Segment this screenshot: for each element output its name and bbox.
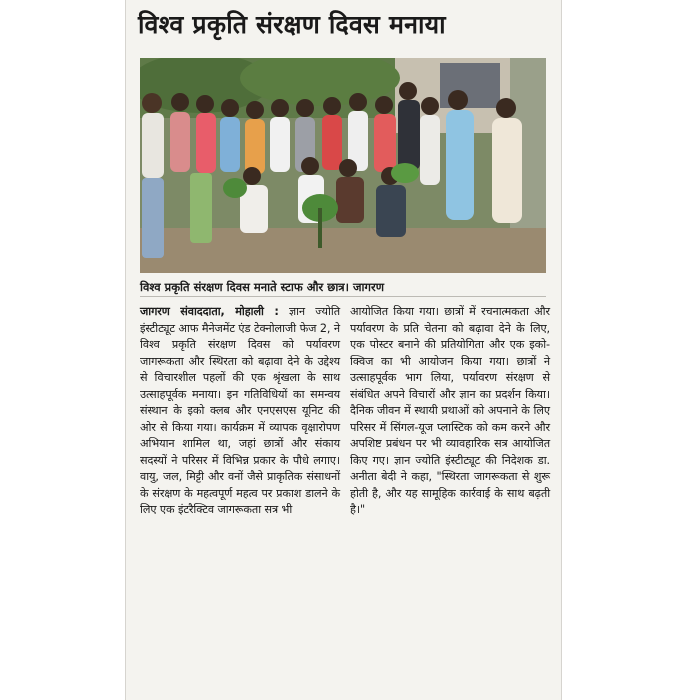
dateline: जागरण संवाददाता, मोहाली : [140, 305, 279, 318]
group-photo-illustration [140, 58, 546, 273]
photo-caption: विश्व प्रकृति संरक्षण दिवस मनाते स्टाफ और छात्र। जागरण [140, 278, 546, 297]
newspaper-clipping [125, 0, 562, 700]
article-column-1 [140, 304, 340, 519]
headline: विश्व प्रकृति संरक्षण दिवस मनाया [138, 10, 446, 39]
group-photo [140, 58, 546, 273]
article-text-2: आयोजित किया गया। छात्रों में रचनात्मकता और पर्यावरण के प्रति चेतना को बढ़ावा देने के लिए, एक पोस्टर बनाने की प्रतियोगिता और एक इको-क्विज का भी आयोजन किया गया। छात्रों ने उत्साहपूर्वक भाग लिया, पर्यावरण संरक्षण से संबंधित अपने विचारों और ज्ञान का प्रदर्शन किया। दैनिक जीवन में स्थायी प्रथाओं को अपनाने के लिए परिसर में सिंगल-यूज प्लास्टिक को कम करने और अपशिष्ट प्रबंधन पर भी व्यावहारिक सत्र आयोजित किए गए। ज्ञान ज्योति इंस्टीट्यूट की निदेशक डा. अनीता बेदी ने कहा, "स्थिरता जागरूकता से शुरू होती है, और यह सामूहिक कार्रवाई के साथ बढ़ती है।" [350, 305, 550, 516]
article-text-1: ज्ञान ज्योति इंस्टीट्यूट आफ मैनेजमेंट एंड टेक्नोलाजी फेज 2, ने विश्व प्रकृति संरक्षण दिवस को पर्यावरण जागरूकता और स्थिरता को बढ़ावा देने के उद्देश्य से विचारशील पहलों की एक श्रृंखला के साथ उत्साहपूर्वक मनाया। इन गतिविधियों का समन्वय संस्थान के इको क्लब और एनएसएस यूनिट की ओर से किया गया। कार्यक्रम में व्यापक वृक्षारोपण अभियान शामिल था, जहां छात्रों और संकाय सदस्यों ने परिसर में विभिन्न प्रकार के पौधे लगाए। वायु, जल, मिट्टी और वनों जैसे प्राकृतिक संसाधनों के संरक्षण के महत्वपूर्ण महत्व पर प्रकाश डालने के लिए एक इंटरैक्टिव जागरूकता सत्र भी [140, 305, 340, 516]
article-column-2 [350, 304, 550, 519]
